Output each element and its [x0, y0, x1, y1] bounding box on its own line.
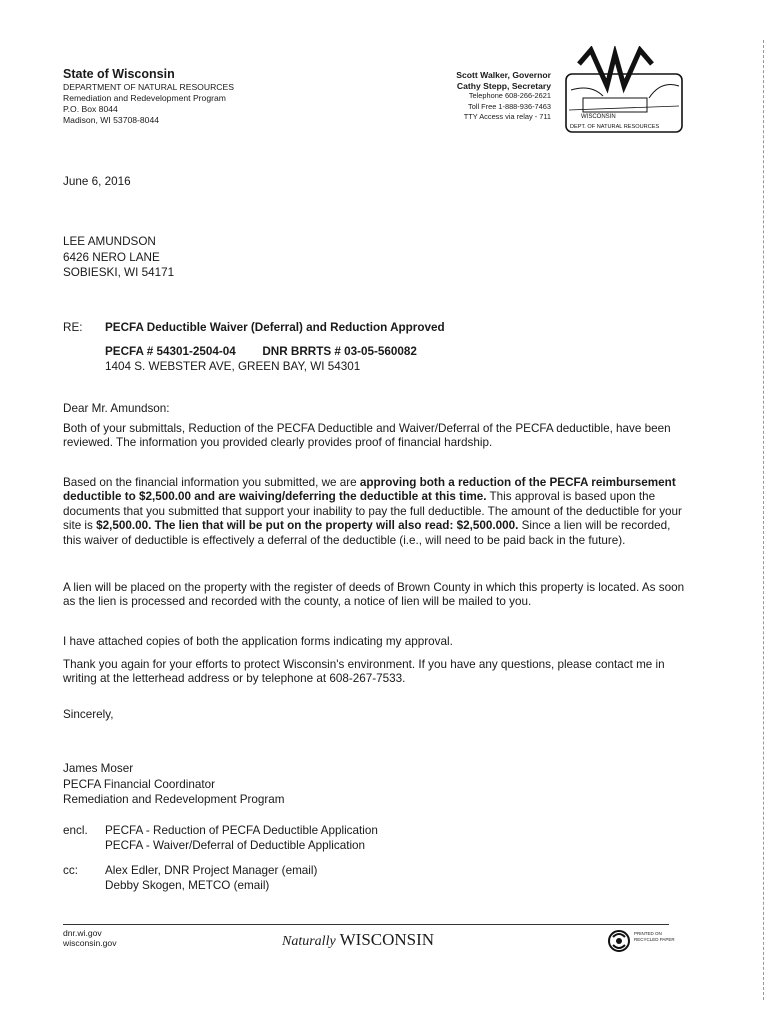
department-name: DEPARTMENT OF NATURAL RESOURCES: [63, 82, 234, 92]
cc-label: cc:: [63, 864, 78, 877]
paragraph-text: Both of your submittals, Reduction of the PECFA Deductible and Waiver/Deferral of the PECFA deductible, have been reviewed. The information you provided clearly provides proof of financial hardship.: [63, 422, 671, 450]
letterhead-agency-block: [63, 67, 234, 126]
letterhead-officials-block: [395, 70, 551, 123]
governor-line: Scott Walker, Governor: [456, 70, 551, 80]
recycled-paper-logo: [606, 928, 676, 954]
re-reference-numbers: [105, 345, 417, 358]
logo-dept-text: DEPT. OF NATURAL RESOURCES: [570, 124, 660, 130]
naturally-wisconsin-slogan: [282, 930, 434, 950]
recycle-text: PRINTED ON RECYCLED PAPER: [634, 931, 675, 942]
closing: Sincerely,: [63, 708, 114, 721]
footer-divider: [63, 924, 669, 925]
cc-list: [105, 864, 317, 893]
paragraph-text: I have attached copies of both the application forms indicating my approval.: [63, 635, 453, 648]
paragraph-text: Thank you again for your efforts to protect Wisconsin's environment. If you have any questions, please contact me in writing at the letterhead address or by telephone at 608-267-7533.: [63, 658, 665, 686]
slogan-italic: Naturally: [282, 934, 336, 949]
letter-date: June 6, 2016: [63, 175, 131, 188]
telephone-line: Telephone 608-266-2621: [468, 91, 551, 101]
program-name: Remediation and Redevelopment Program: [63, 93, 226, 103]
enclosure-item: PECFA - Waiver/Deferral of Deductible Application: [105, 838, 366, 852]
cc-item: Alex Edler, DNR Project Manager (email): [105, 864, 318, 877]
paragraph-text: A lien will be placed on the property with the register of deeds of Brown County in which this property is located. As soon as the lien is processed and recorded with the county, a notice of lien will be mailed to you.: [63, 581, 685, 609]
enclosure-list: [105, 824, 378, 853]
signature-block: [63, 761, 688, 808]
paragraph-review: [63, 422, 688, 451]
pecfa-number: PECFA # 54301-2504-04: [105, 345, 236, 358]
signer-title: PECFA Financial Coordinator: [63, 777, 216, 791]
page-edge-mark: [763, 40, 765, 1000]
logo-wisconsin-text: WISCONSIN: [581, 114, 616, 120]
recipient-name: LEE AMUNDSON: [63, 235, 156, 248]
recipient-street: 6426 NERO LANE: [63, 250, 160, 264]
state-website: wisconsin.gov: [63, 938, 117, 948]
brrts-number: DNR BRRTS # 03-05-560082: [262, 345, 417, 358]
signer-name: James Moser: [63, 762, 134, 775]
paragraph-text: Based on the financial information you submitted, we are approving both a reduction of the PECFA reimbursement deductible to $2,500.00 and are waiving/deferring the deductible at this time. This approval is based upon the documents that you submitted that support your inability to pay the full deductible. The amount of the deductible for your site is $2,500.00. The lien that will be put on the property will also read: $2,500.000. Since a lien will be recorded, this waiver of deductible is effectively a deferral of the deductible (i.e., will need to be paid back in the future).: [63, 476, 682, 547]
secretary-line: Cathy Stepp, Secretary: [456, 80, 551, 91]
signer-program: Remediation and Redevelopment Program: [63, 793, 285, 806]
recipient-address: [63, 234, 688, 281]
footer-websites: [63, 928, 117, 948]
tty-line: TTY Access via relay - 711: [463, 112, 551, 122]
enclosure-item: PECFA - Reduction of PECFA Deductible Application: [105, 824, 378, 837]
paragraph-approval: [63, 476, 688, 548]
toll-free-line: Toll Free 1-888-936-7463: [468, 101, 551, 111]
dnr-logo: [561, 46, 687, 138]
enclosure-label: encl.: [63, 824, 88, 837]
re-label: RE:: [63, 321, 83, 334]
re-subject: PECFA Deductible Waiver (Deferral) and Reduction Approved: [105, 321, 445, 334]
recipient-city: SOBIESKI, WI 54171: [63, 266, 175, 279]
paragraph-lien: [63, 581, 688, 610]
dnr-website: dnr.wi.gov: [63, 928, 102, 938]
paragraph-thanks: [63, 658, 688, 687]
state-name: State of Wisconsin: [63, 67, 175, 81]
site-address: 1404 S. WEBSTER AVE, GREEN BAY, WI 54301: [105, 360, 361, 373]
city-zip: Madison, WI 53708-8044: [63, 115, 160, 125]
paragraph-attachments: [63, 635, 688, 649]
po-box: P.O. Box 8044: [63, 104, 118, 114]
cc-item: Debby Skogen, METCO (email): [105, 878, 270, 892]
salutation: Dear Mr. Amundson:: [63, 402, 170, 415]
slogan-main: WISCONSIN: [339, 930, 435, 949]
